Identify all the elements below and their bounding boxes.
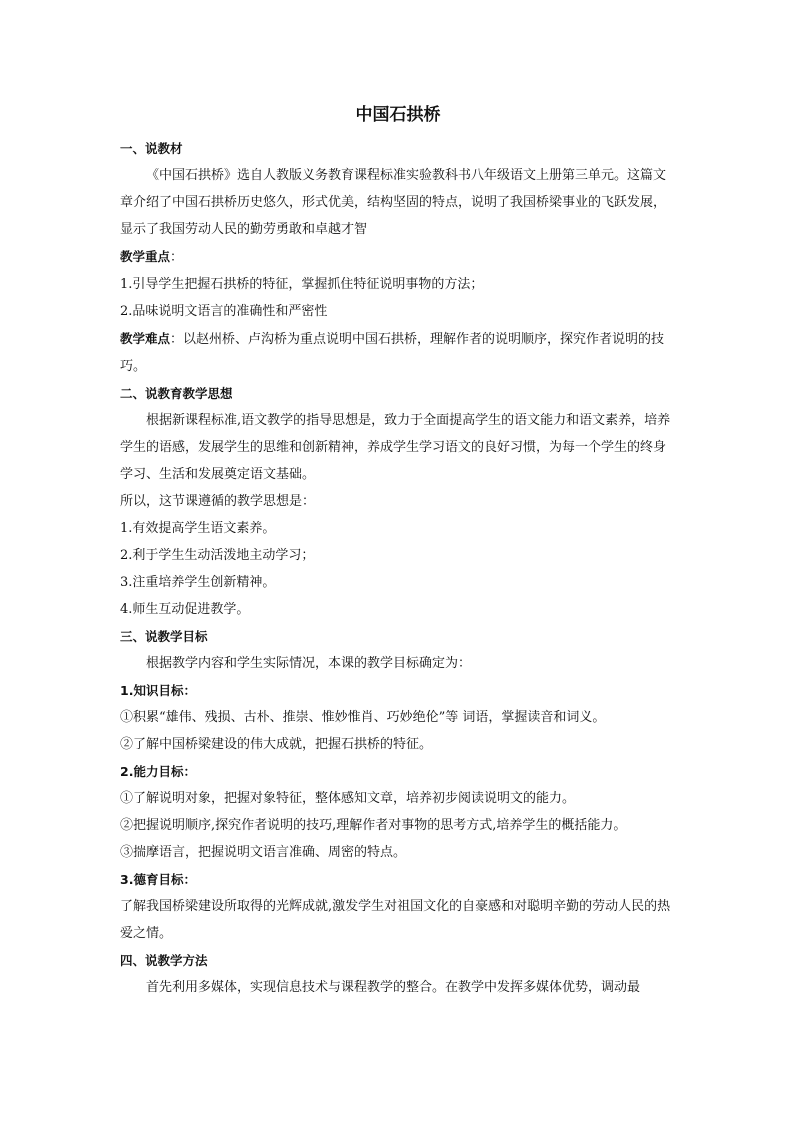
knowledge-goal-item: ②了解中国桥梁建设的伟大成就，把握石拱桥的特征。 — [120, 737, 433, 752]
moral-goal-label: 3.德育目标： — [120, 872, 196, 887]
ability-goal-item: ③揣摩语言，把握说明文语言准确、周密的特点。 — [120, 845, 407, 860]
ability-goal-item: ①了解说明对象，把握对象特征，整体感知文章，培养初步阅读说明文的能力。 — [120, 791, 576, 806]
difficulty-label: 教学难点 — [120, 331, 171, 346]
ability-goal-label: 2.能力目标： — [120, 764, 196, 779]
thought-lead: 所以，这节课遵循的教学思想是： — [120, 494, 316, 509]
paragraph-thought: 根据新课程标准,语文教学的指导思想是，致力于全面提高学生的语文能力和语文素养，培养学生的语感，发展学生的思维和创新精神，养成学生学习语文的良好习惯，为每一个学生的终身学习、生活和发展奠定语文基础。 — [120, 413, 671, 482]
key-point-item: 2.品味说明文语言的准确性和严密性 — [120, 304, 328, 319]
paragraph-goals: 根据教学内容和学生实际情况，本课的教学目标确定为： — [146, 656, 472, 671]
thought-item: 4.师生互动促进教学。 — [120, 602, 250, 617]
document-title: 中国石拱桥 — [355, 105, 441, 125]
thought-item: 1.有效提高学生语文素养。 — [120, 521, 276, 536]
thought-item: 3.注重培养学生创新精神。 — [120, 575, 276, 590]
knowledge-goal-label: 1.知识目标： — [120, 683, 196, 698]
section-heading-2: 二、说教育教学思想 — [120, 386, 233, 401]
document-page — [120, 100, 676, 1001]
knowledge-goal-item: ①积累“雄伟、残损、古朴、推崇、惟妙惟肖、巧妙绝伦”等 词语，掌握读音和词义。 — [120, 710, 606, 725]
difficulty-paragraph — [120, 325, 676, 380]
ability-goal-item: ②把握说明顺序,探究作者说明的技巧,理解作者对事物的思考方式,培养学生的概括能力。 — [120, 818, 627, 833]
key-points-label-line — [120, 243, 676, 271]
paragraph-intro: 《中国石拱桥》选自人教版义务教育课程标准实验教科书八年级语文上册第三单元。这篇文章介绍了中国石拱桥历史悠久，形式优美，结构坚固的特点，说明了我国桥梁事业的飞跃发展，显示了我国劳动人民的勤劳勇敢和卓越才智 — [120, 168, 667, 237]
moral-goal-text: 了解我国桥梁建设所取得的光辉成就,激发学生对祖国文化的自豪感和对聪明辛勤的劳动人民的热爱之情。 — [120, 899, 671, 941]
thought-item: 2.利于学生生动活泼地主动学习； — [120, 548, 315, 563]
difficulty-text: ：以赵州桥、卢沟桥为重点说明中国石拱桥，理解作者的说明顺序，探究作者说明的技巧。 — [120, 332, 665, 374]
key-point-item: 1.引导学生把握石拱桥的特征，掌握抓住特征说明事物的方法； — [120, 277, 484, 292]
section-heading-3: 三、说教学目标 — [120, 629, 208, 644]
section-heading-4: 四、说教学方法 — [120, 953, 208, 968]
key-points-label: 教学重点 — [120, 249, 171, 264]
key-points-colon: ： — [170, 250, 184, 265]
paragraph-methods: 首先利用多媒体，实现信息技术与课程教学的整合。在教学中发挥多媒体优势，调动最 — [146, 980, 641, 995]
section-heading-1: 一、说教材 — [120, 141, 183, 156]
